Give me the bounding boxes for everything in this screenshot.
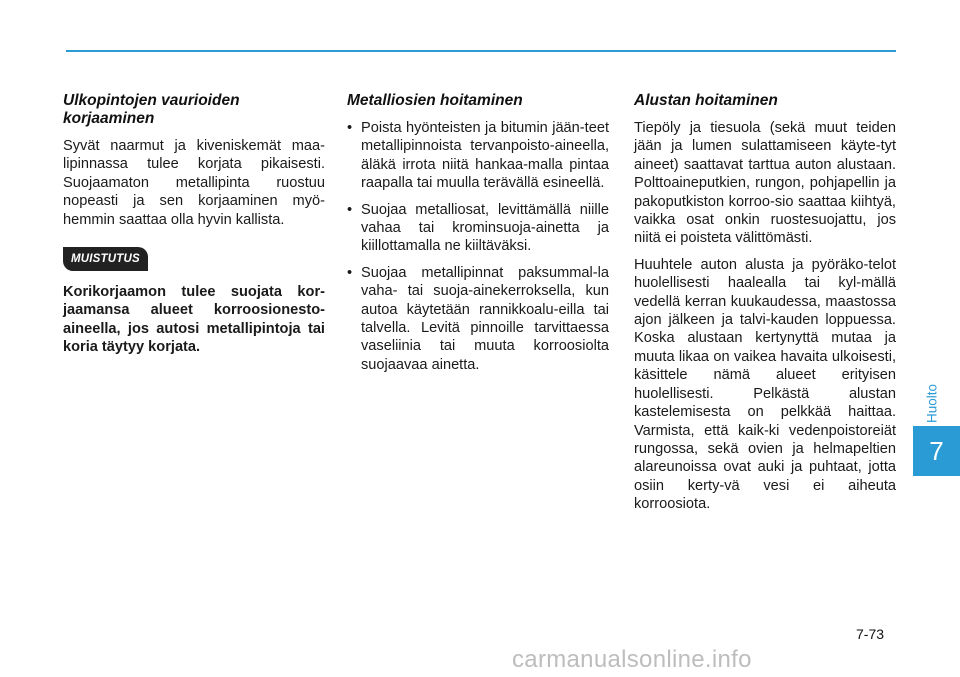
list-item: • Suojaa metallipinnat paksummal-la vaha- tai suoja-ainekerroksella, kun autoa käytetään rannikkoalu-eilla tai talvella. Levitä pinnoille tarvittaessa vaseliinia tai muuta korroosiolta suojaavaa ainetta. <box>347 264 609 373</box>
column-1 <box>63 92 325 365</box>
watermark: carmanualsonline.info <box>512 646 752 673</box>
column-2 <box>347 92 609 382</box>
heading-exterior-repair: Ulkopintojen vaurioiden korjaaminen <box>63 92 240 127</box>
bullet-icon: • <box>347 201 353 218</box>
header-rule <box>66 50 896 52</box>
page-number: 7-73 <box>856 626 885 642</box>
heading-underbody-care: Alustan hoitaminen <box>634 92 778 109</box>
list-item: • Poista hyönteisten ja bitumin jään-teet metallipinnoista tervanpoisto-aineella, äläkä irrota niitä hankaa-malla pintaa raapalla tai muulla terävällä esineellä. <box>347 120 609 192</box>
section-side-label: Huolto <box>924 383 940 423</box>
paragraph-exterior-repair: Syvät naarmut ja kiveniskemät maa-lipinnassa tulee korjata pikaisesti. Suojaamaton metallipinta ruostuu nopeasti ja sen korjaaminen myö-hemmin saattaa olla hyvin kallista. <box>63 138 325 228</box>
heading-metal-care: Metalliosien hoitaminen <box>347 92 523 109</box>
column-3 <box>634 92 896 522</box>
chapter-tab[interactable]: 7 <box>913 426 960 476</box>
note-badge: MUISTUTUS <box>63 247 148 271</box>
metal-care-list <box>347 119 609 374</box>
note-text: Korikorjaamon tulee suojata kor-jaamansa alueet korroosionesto-aineella, jos autosi metallipintoja tai koria täytyy korjata. <box>63 284 325 356</box>
list-item: • Suojaa metalliosat, levittämällä niille vahaa tai krominsuoja-ainetta ja kiillottamalla ne kiiltäväksi. <box>347 201 609 255</box>
paragraph-underbody-1: Tiepöly ja tiesuola (sekä muut teiden jään ja lumen sulattamiseen käyte-tyt aineet) saattavat tarttua auton alustaan. Polttoaineputkien, rungon, pohjapellin ja pakoputkiston korroo-sio saattaa kiihtyä, vaikka osat onkin ruostesuojattu, jos niitä ei poisteta välittömästi. <box>634 120 896 247</box>
paragraph-underbody-2: Huuhtele auton alusta ja pyöräko-telot huolellisesti haalealla tai kyl-mällä vedellä kerran kuukaudessa, maastossa ajon jälkeen ja talvi-kauden loppuessa. Koska alustaan kertynyttä mutaa ja muuta likaa on vaikea havaita ulkoisesti, käsittele nämä alueet erityisen huolellisesti. Pelkästä alustan kastelemisesta on pelkkää haittaa. Varmista, että kaik-ki vedenpoistoreiät rungossa, sekä ovien ja helmapeltien alareunoissa ovat auki ja puhtaat, jotta osiin kerty-vä vesi ei aiheuta korroosiota. <box>634 256 896 513</box>
bullet-icon: • <box>347 120 353 136</box>
bullet-icon: • <box>347 264 353 281</box>
